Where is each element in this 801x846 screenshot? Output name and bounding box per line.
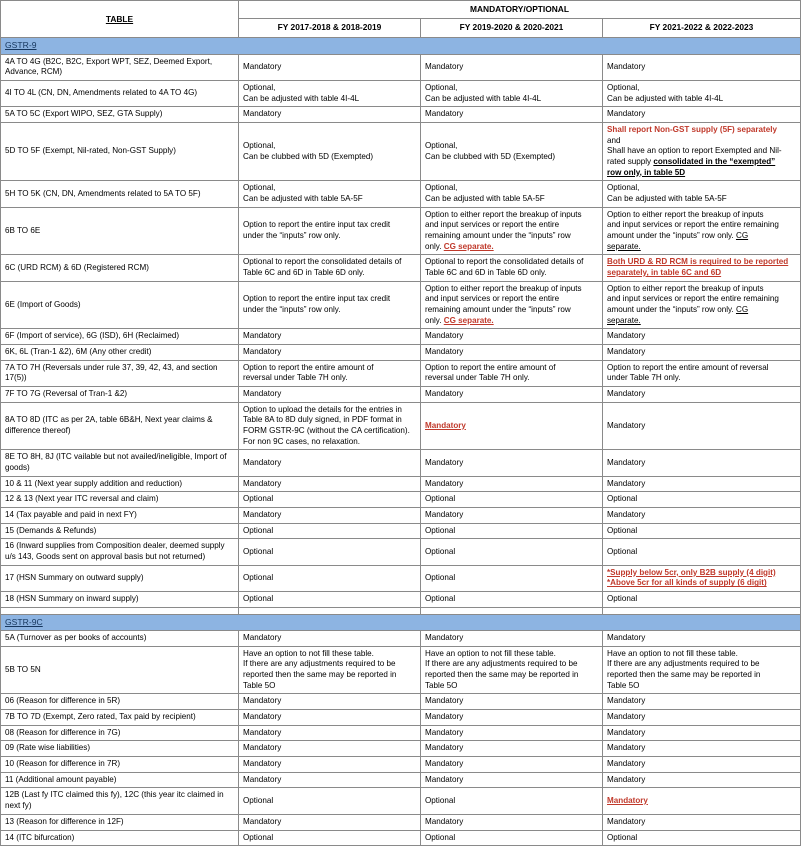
row-table-name: 7B TO 7D (Exempt, Zero rated, Tax paid by recipient) bbox=[1, 710, 239, 726]
cell-fy-2021-2023: Mandatory bbox=[603, 344, 801, 360]
cell-fy-2021-2023: Shall report Non-GST supply (5F) separately and Shall have an option to report Exempted and Nil- rated supply consolidated in the “exempted” row only, in table 5D bbox=[603, 122, 801, 180]
cell-fy-2021-2023: Optional, Can be adjusted with table 4I-4L bbox=[603, 80, 801, 106]
table-header bbox=[1, 1, 801, 38]
spacer-cell bbox=[603, 607, 801, 614]
cell-fy-2021-2023: Optional bbox=[603, 539, 801, 565]
cell-fy-2021-2023: Optional bbox=[603, 592, 801, 608]
cell-fy-2021-2023: Optional bbox=[603, 830, 801, 846]
cell-fy-2019-2021: Optional bbox=[421, 565, 603, 591]
cell-fy-2019-2021: Optional bbox=[421, 523, 603, 539]
cell-fy-2017-2019: Optional to report the consolidated details of Table 6C and 6D in Table 6D only. bbox=[239, 255, 421, 281]
row-table-name: 14 (ITC bifurcation) bbox=[1, 830, 239, 846]
row-table-name: 17 (HSN Summary on outward supply) bbox=[1, 565, 239, 591]
cell-fy-2021-2023: Mandatory bbox=[603, 631, 801, 647]
cell-fy-2019-2021: Optional bbox=[421, 830, 603, 846]
cell-fy-2017-2019: Mandatory bbox=[239, 725, 421, 741]
cell-fy-2017-2019: Mandatory bbox=[239, 772, 421, 788]
cell-fy-2017-2019: Mandatory bbox=[239, 631, 421, 647]
table-row bbox=[1, 344, 801, 360]
row-table-name: 14 (Tax payable and paid in next FY) bbox=[1, 508, 239, 524]
cell-fy-2019-2021: Have an option to not fill these table. If there are any adjustments required to be reported then the same may be reported in Table 5O bbox=[421, 646, 603, 694]
table-row bbox=[1, 402, 801, 450]
row-table-name: 4A TO 4G (B2C, B2C, Export WPT, SEZ, Deemed Export, Advance, RCM) bbox=[1, 54, 239, 80]
cell-fy-2017-2019: Mandatory bbox=[239, 741, 421, 757]
spacer-cell bbox=[1, 607, 239, 614]
table-row bbox=[1, 814, 801, 830]
cell-fy-2019-2021: Optional bbox=[421, 592, 603, 608]
cell-fy-2019-2021: Mandatory bbox=[421, 757, 603, 773]
cell-fy-2021-2023: Mandatory bbox=[603, 814, 801, 830]
cell-fy-2017-2019: Mandatory bbox=[239, 476, 421, 492]
section-band-row bbox=[1, 614, 801, 630]
cell-fy-2021-2023: Mandatory bbox=[603, 329, 801, 345]
table-body bbox=[1, 38, 801, 846]
table-row bbox=[1, 772, 801, 788]
cell-fy-2017-2019: Mandatory bbox=[239, 694, 421, 710]
cell-fy-2019-2021: Mandatory bbox=[421, 54, 603, 80]
cell-fy-2019-2021: Mandatory bbox=[421, 725, 603, 741]
cell-fy-2021-2023: Have an option to not fill these table. If there are any adjustments required to be reported then the same may be reported in Table 5O bbox=[603, 646, 801, 694]
cell-fy-2021-2023: Mandatory bbox=[603, 476, 801, 492]
cell-fy-2019-2021: Optional bbox=[421, 492, 603, 508]
table-row bbox=[1, 80, 801, 106]
table-row bbox=[1, 54, 801, 80]
table-row bbox=[1, 757, 801, 773]
cell-fy-2017-2019: Mandatory bbox=[239, 107, 421, 123]
table-row bbox=[1, 255, 801, 281]
cell-fy-2017-2019: Optional bbox=[239, 788, 421, 814]
cell-fy-2019-2021: Mandatory bbox=[421, 508, 603, 524]
cell-fy-2019-2021: Mandatory bbox=[421, 814, 603, 830]
cell-fy-2017-2019: Have an option to not fill these table. If there are any adjustments required to be reported then the same may be reported in Table 5O bbox=[239, 646, 421, 694]
cell-fy-2019-2021: Mandatory bbox=[421, 694, 603, 710]
cell-fy-2021-2023: Mandatory bbox=[603, 450, 801, 476]
cell-fy-2021-2023: *Supply below 5cr, only B2B supply (4 digit) *Above 5cr for all kinds of supply (6 digit) bbox=[603, 565, 801, 591]
cell-fy-2021-2023: Mandatory bbox=[603, 508, 801, 524]
cell-fy-2019-2021: Mandatory bbox=[421, 329, 603, 345]
table-row bbox=[1, 122, 801, 180]
row-table-name: 7A TO 7H (Reversals under rule 37, 39, 42, 43, and section 17(5)) bbox=[1, 360, 239, 386]
row-table-name: 11 (Additional amount payable) bbox=[1, 772, 239, 788]
cell-fy-2019-2021: Mandatory bbox=[421, 741, 603, 757]
header-row-top bbox=[1, 1, 801, 19]
cell-fy-2017-2019: Mandatory bbox=[239, 450, 421, 476]
table-row bbox=[1, 523, 801, 539]
cell-fy-2019-2021: Mandatory bbox=[421, 631, 603, 647]
cell-fy-2019-2021: Optional to report the consolidated details of Table 6C and 6D in Table 6D only. bbox=[421, 255, 603, 281]
cell-fy-2017-2019: Optional, Can be clubbed with 5D (Exempted) bbox=[239, 122, 421, 180]
section-spacer-row bbox=[1, 607, 801, 614]
table-row bbox=[1, 360, 801, 386]
row-table-name: 6E (Import of Goods) bbox=[1, 281, 239, 329]
table-row bbox=[1, 181, 801, 207]
cell-fy-2019-2021: Mandatory bbox=[421, 107, 603, 123]
cell-fy-2017-2019: Optional bbox=[239, 539, 421, 565]
row-table-name: 5A TO 5C (Export WIPO, SEZ, GTA Supply) bbox=[1, 107, 239, 123]
cell-fy-2021-2023: Mandatory bbox=[603, 54, 801, 80]
section-band-gstr-9c: GSTR-9C bbox=[1, 614, 801, 630]
cell-fy-2017-2019: Mandatory bbox=[239, 757, 421, 773]
cell-fy-2017-2019: Option to report the entire input tax credit under the “inputs” row only. bbox=[239, 207, 421, 255]
table-row bbox=[1, 476, 801, 492]
cell-fy-2021-2023: Mandatory bbox=[603, 772, 801, 788]
cell-fy-2021-2023: Option to report the entire amount of reversal under Table 7H only. bbox=[603, 360, 801, 386]
row-table-name: 10 & 11 (Next year supply addition and reduction) bbox=[1, 476, 239, 492]
cell-fy-2021-2023: Option to either report the breakup of inputs and input services or report the entire remaining amount under the “inputs” row only. CG separate. bbox=[603, 207, 801, 255]
spacer-cell bbox=[421, 607, 603, 614]
table-row bbox=[1, 450, 801, 476]
cell-fy-2017-2019: Mandatory bbox=[239, 814, 421, 830]
cell-fy-2019-2021: Optional, Can be clubbed with 5D (Exempted) bbox=[421, 122, 603, 180]
cell-fy-2017-2019: Optional bbox=[239, 565, 421, 591]
cell-fy-2021-2023: Mandatory bbox=[603, 694, 801, 710]
cell-fy-2021-2023: Mandatory bbox=[603, 741, 801, 757]
cell-fy-2017-2019: Mandatory bbox=[239, 344, 421, 360]
cell-fy-2021-2023: Mandatory bbox=[603, 402, 801, 450]
table-row bbox=[1, 592, 801, 608]
cell-fy-2021-2023: Both URD & RD RCM is required to be reported separately, in table 6C and 6D bbox=[603, 255, 801, 281]
cell-fy-2021-2023: Option to either report the breakup of inputs and input services or report the entire remaining amount under the “inputs” row only. CG separate. bbox=[603, 281, 801, 329]
cell-fy-2017-2019: Optional, Can be adjusted with table 4I-4L bbox=[239, 80, 421, 106]
row-table-name: 5H TO 5K (CN, DN, Amendments related to 5A TO 5F) bbox=[1, 181, 239, 207]
cell-fy-2019-2021: Mandatory bbox=[421, 450, 603, 476]
row-table-name: 12B (Last fy ITC claimed this fy), 12C (this year itc claimed in next fy) bbox=[1, 788, 239, 814]
table-row bbox=[1, 830, 801, 846]
cell-fy-2019-2021: Option to either report the breakup of inputs and input services or report the entire remaining amount under the “inputs” row only. CG separate. bbox=[421, 281, 603, 329]
table-row bbox=[1, 492, 801, 508]
row-table-name: 8E TO 8H, 8J (ITC vailable but not availed/ineligible, Import of goods) bbox=[1, 450, 239, 476]
row-table-name: 06 (Reason for difference in 5R) bbox=[1, 694, 239, 710]
cell-fy-2017-2019: Option to report the entire amount of reversal under Table 7H only. bbox=[239, 360, 421, 386]
cell-fy-2021-2023: Optional bbox=[603, 492, 801, 508]
header-table-label: TABLE bbox=[1, 1, 239, 38]
cell-fy-2019-2021: Mandatory bbox=[421, 402, 603, 450]
row-table-name: 09 (Rate wise liabilities) bbox=[1, 741, 239, 757]
table-row bbox=[1, 387, 801, 403]
table-row bbox=[1, 631, 801, 647]
spacer-cell bbox=[239, 607, 421, 614]
row-table-name: 6C (URD RCM) & 6D (Registered RCM) bbox=[1, 255, 239, 281]
row-table-name: 16 (Inward supplies from Composition dealer, deemed supply u/s 143, Goods sent on approval basis but not returned) bbox=[1, 539, 239, 565]
cell-fy-2019-2021: Mandatory bbox=[421, 710, 603, 726]
cell-fy-2017-2019: Optional bbox=[239, 830, 421, 846]
table-row bbox=[1, 725, 801, 741]
cell-fy-2017-2019: Option to report the entire input tax credit under the “inputs” row only. bbox=[239, 281, 421, 329]
cell-fy-2019-2021: Optional, Can be adjusted with table 4I-4L bbox=[421, 80, 603, 106]
table-row bbox=[1, 565, 801, 591]
row-table-name: 18 (HSN Summary on inward supply) bbox=[1, 592, 239, 608]
cell-fy-2017-2019: Mandatory bbox=[239, 710, 421, 726]
table-row bbox=[1, 788, 801, 814]
table-row bbox=[1, 646, 801, 694]
cell-fy-2021-2023: Mandatory bbox=[603, 387, 801, 403]
row-table-name: 13 (Reason for difference in 12F) bbox=[1, 814, 239, 830]
row-table-name: 12 & 13 (Next year ITC reversal and claim) bbox=[1, 492, 239, 508]
row-table-name: 5B TO 5N bbox=[1, 646, 239, 694]
row-table-name: 15 (Demands & Refunds) bbox=[1, 523, 239, 539]
row-table-name: 6F (Import of service), 6G (ISD), 6H (Reclaimed) bbox=[1, 329, 239, 345]
cell-fy-2019-2021: Mandatory bbox=[421, 387, 603, 403]
cell-fy-2021-2023: Mandatory bbox=[603, 710, 801, 726]
table-row bbox=[1, 508, 801, 524]
cell-fy-2021-2023: Optional, Can be adjusted with table 5A-5F bbox=[603, 181, 801, 207]
table-row bbox=[1, 329, 801, 345]
table-row bbox=[1, 107, 801, 123]
row-table-name: 6B TO 6E bbox=[1, 207, 239, 255]
header-mandatory-optional: MANDATORY/OPTIONAL bbox=[239, 1, 801, 19]
cell-fy-2019-2021: Mandatory bbox=[421, 772, 603, 788]
table-row bbox=[1, 741, 801, 757]
row-table-name: 5A (Turnover as per books of accounts) bbox=[1, 631, 239, 647]
row-table-name: 8A TO 8D (ITC as per 2A, table 6B&H, Next year claims & difference thereof) bbox=[1, 402, 239, 450]
cell-fy-2017-2019: Optional bbox=[239, 592, 421, 608]
cell-fy-2019-2021: Optional, Can be adjusted with table 5A-5F bbox=[421, 181, 603, 207]
cell-fy-2021-2023: Optional bbox=[603, 523, 801, 539]
cell-fy-2017-2019: Mandatory bbox=[239, 508, 421, 524]
row-table-name: 7F TO 7G (Reversal of Tran-1 &2) bbox=[1, 387, 239, 403]
cell-fy-2019-2021: Mandatory bbox=[421, 344, 603, 360]
cell-fy-2017-2019: Optional, Can be adjusted with table 5A-5F bbox=[239, 181, 421, 207]
cell-fy-2019-2021: Mandatory bbox=[421, 476, 603, 492]
cell-fy-2017-2019: Optional bbox=[239, 492, 421, 508]
header-fy-2017-2019: FY 2017-2018 & 2018-2019 bbox=[239, 19, 421, 38]
section-band-row bbox=[1, 38, 801, 54]
table-row bbox=[1, 539, 801, 565]
cell-fy-2021-2023: Mandatory bbox=[603, 725, 801, 741]
table-row bbox=[1, 710, 801, 726]
header-fy-2019-2021: FY 2019-2020 & 2020-2021 bbox=[421, 19, 603, 38]
cell-fy-2017-2019: Mandatory bbox=[239, 329, 421, 345]
cell-fy-2017-2019: Optional bbox=[239, 523, 421, 539]
row-table-name: 5D TO 5F (Exempt, Nil-rated, Non-GST Supply) bbox=[1, 122, 239, 180]
cell-fy-2021-2023: Mandatory bbox=[603, 757, 801, 773]
cell-fy-2017-2019: Option to upload the details for the entries in Table 8A to 8D duly signed, in PDF format in FORM GSTR-9C (without the CA certification). For non 9C cases, no relaxation. bbox=[239, 402, 421, 450]
cell-fy-2021-2023: Mandatory bbox=[603, 107, 801, 123]
header-fy-2021-2023: FY 2021-2022 & 2022-2023 bbox=[603, 19, 801, 38]
table-row bbox=[1, 694, 801, 710]
cell-fy-2021-2023: Mandatory bbox=[603, 788, 801, 814]
row-table-name: 10 (Reason for difference in 7R) bbox=[1, 757, 239, 773]
cell-fy-2017-2019: Mandatory bbox=[239, 387, 421, 403]
row-table-name: 6K, 6L (Tran-1 &2), 6M (Any other credit) bbox=[1, 344, 239, 360]
cell-fy-2017-2019: Mandatory bbox=[239, 54, 421, 80]
cell-fy-2019-2021: Option to either report the breakup of inputs and input services or report the entire remaining amount under the “inputs” row only. CG separate. bbox=[421, 207, 603, 255]
row-table-name: 4I TO 4L (CN, DN, Amendments related to 4A TO 4G) bbox=[1, 80, 239, 106]
cell-fy-2019-2021: Optional bbox=[421, 788, 603, 814]
row-table-name: 08 (Reason for difference in 7G) bbox=[1, 725, 239, 741]
cell-fy-2019-2021: Optional bbox=[421, 539, 603, 565]
cell-fy-2019-2021: Option to report the entire amount of reversal under Table 7H only. bbox=[421, 360, 603, 386]
table-row bbox=[1, 281, 801, 329]
section-band-gstr-9: GSTR-9 bbox=[1, 38, 801, 54]
table-row bbox=[1, 207, 801, 255]
